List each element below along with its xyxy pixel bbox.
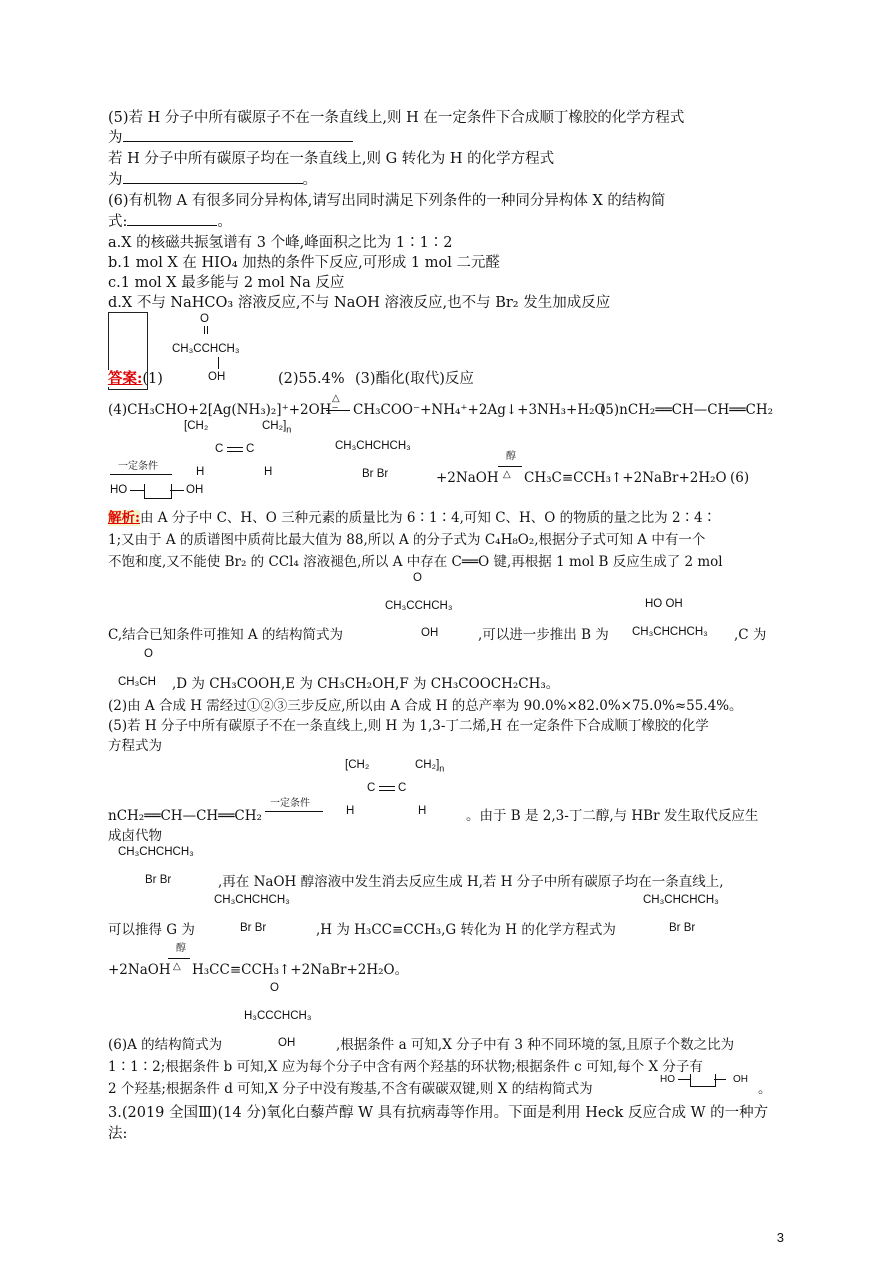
exp-line14-end: 。 [758,1081,772,1097]
ans-6: (6) [730,470,750,486]
bond [218,357,220,369]
poly-c-right: C [246,443,255,455]
poly-ch2-left: [CH₂ [184,420,209,432]
exp-line12b: ,根据条件 a 可知,X 分子中有 3 种不同环境的氢,且原子个数之比为 [336,1037,735,1053]
ring-square [690,1074,716,1087]
page-number: 3 [776,1230,784,1245]
exp-line7b: 方程式为 [108,738,162,754]
condition-b: b.1 mol X 在 HIO₄ 加热的条件下反应,可形成 1 mol 二元醛 [108,255,500,271]
q6-end: 。 [217,214,232,230]
exp-line4c: ,C 为 [734,627,767,643]
q3-line2: 法: [108,1126,128,1142]
exp-poly-ch2-r: $CH_2]_n$ [415,759,445,774]
exp-b-hooh: HO OH [645,598,683,610]
double-bond [379,790,395,791]
exp-line1 [108,508,716,528]
poly-h-left: H [196,466,205,478]
poly-ch2-right: $CH_2]_n$ [262,420,292,435]
delta-label2: △ [503,469,511,480]
ring-oh: OH [186,484,204,496]
exp-line3: 不饱和度,又不能使 Br₂ 的 CCl₄ 溶液褪色,所以 A 中存在 C══O 键,再根据 1 mol B 反应生成了 2 mol [108,554,723,570]
exp-line5: ,D 为 CH₃COOH,E 为 CH₃CH₂OH,F 为 CH₃COOCH₂CH₃。 [172,676,560,692]
exp-g-br: Br Br [240,922,267,934]
answer-blank [123,128,353,142]
exp-line8a: nCH₂══CH—CH══CH₂ [108,808,262,824]
ring-square [144,484,172,499]
dibromide-main: CH₃CHCHCH₃ [335,440,411,452]
exp-b-main: CH₃CHCHCH₃ [632,626,708,638]
q5-line4 [108,170,317,190]
exp-line7: (5)若 H 分子中所有碳原子不在一条直线上,则 H 为 1,3-丁二烯,H 在一定条件下合成顺丁橡胶的化学 [108,718,709,734]
exp-dibromide-br: Br Br [145,874,172,886]
ans-5-naoh: +2NaOH [436,470,499,486]
exp-poly-h2: H [418,805,427,817]
exp-g2-main: CH₃CHCHCH₃ [643,894,719,906]
ans-4-right: CH₃COO⁻+NH₄⁺+2Ag↓+3NH₃+H₂O [353,402,606,418]
exp-poly-h1: H [346,805,355,817]
dibromide-br: Br Br [362,468,389,480]
exp-line10a: 可以推得 G 为 [108,922,195,938]
exp-dibromide-main: CH₃CHCHCH₃ [118,846,194,858]
exp-poly-ch2-l: [CH₂ [345,759,370,771]
ch2-l: CH₂ [187,420,209,432]
answer-blank [127,212,217,226]
delta-label: △ [332,393,340,404]
exp-line4a: C,结合已知条件可推知 A 的结构简式为 [108,627,343,643]
exp-line13: 1∶1∶2;根据条件 b 可知,X 应为每个分子中含有两个羟基的环状物;根据条件 c 可知,每个 X 分子有 [108,1059,703,1075]
exp-poly-c1: C [367,782,376,794]
exp-c-main: CH₃CH [118,676,156,688]
exp-alc-label: 醇 [176,943,186,954]
q6-line1: (6)有机物 A 有很多同分异构体,请写出同时满足下列条件的一种同分异构体 X 的结构简 [108,193,666,209]
exp-line10b: ,H 为 H₃CC≡CCH₃,G 转化为 H 的化学方程式为 [316,922,616,938]
ans-4-left: (4)CH₃CHO+2[Ag(NH₃)₂]⁺+2OH⁻ [108,402,339,418]
exp-a-o: O [413,572,422,584]
ch2-r: CH₂ [262,420,284,432]
exp-line12a: (6)A 的结构简式为 [108,1037,223,1053]
reaction-arrow [168,958,190,959]
exp-g-main: CH₃CHCHCH₃ [214,894,290,906]
exp-line11: +2NaOH [108,962,171,978]
cond-label: 一定条件 [118,461,158,472]
exp-line11b: H₃CC≡CCH₃↑+2NaBr+2H₂O。 [192,962,409,978]
q3-line1: 3.(2019 全国Ⅲ)(14 分)氧化白藜芦醇 W 具有抗病毒等作用。下面是利用 Heck 反应合成 W 的一种方 [108,1105,769,1121]
exp-c-o: O [144,648,153,660]
condition-d: d.X 不与 NaHCO₃ 溶液反应,不与 NaOH 溶液反应,也不与 Br₂ 发生加成反应 [108,295,611,311]
exp-a2-oh: OH [278,1037,296,1049]
structure-a-main: CH₃CCHCH₃ [172,343,240,355]
ans-3: (3)酯化(取代)反应 [355,371,474,387]
exp-1: 由 A 分子中 C、H、O 三种元素的质量比为 6∶1∶4,可知 C、H、O 的物质的量之比为 2∶4∶ [139,510,717,526]
ring-ho: HO [110,484,128,496]
bond [207,326,209,334]
bond [678,1079,690,1080]
ans-4 [108,400,339,420]
answer-tag: 答案: [108,370,143,387]
bond [714,1079,726,1080]
explanation-tag: 解析: [108,510,140,526]
reaction-arrow [326,410,350,411]
q6-line2 [108,212,232,232]
exp-a2-o: O [270,982,279,994]
exp-line8b: 。由于 B 是 2,3-丁二醇,与 HBr 发生取代反应生 [466,808,759,824]
exp-cond-label: 一定条件 [270,798,310,809]
ans-5: (5)nCH₂══CH—CH══CH₂ [600,402,774,418]
reaction-arrow [265,811,323,812]
reaction-arrow [110,474,172,475]
exp-line2: 1;又由于 A 的质谱图中质荷比最大值为 88,所以 A 的分子式为 C₄H₈O₂,根据分子式可知 A 中有一个 [108,532,706,548]
bond [170,490,184,491]
exp-ring-ho: HO [660,1074,675,1085]
answer-blank [123,170,303,184]
exp-line8c: 成卤代物 [108,828,162,844]
q5-line2 [108,128,353,148]
exp-poly-c2: C [398,782,407,794]
q5-wei2: 为 [108,172,123,188]
exp-a-oh: OH [421,627,439,639]
exp-g2-br: Br Br [669,922,696,934]
exp-line14: 2 个羟基;根据条件 d 可知,X 分子中没有羧基,不含有碳碳双键,则 X 的结构简式为 [108,1081,593,1097]
q6-shi: 式: [108,214,128,230]
exp-line4b: ,可以进一步推出 B 为 [478,627,609,643]
q5-line3: 若 H 分子中所有碳原子均在一条直线上,则 G 转化为 H 的化学方程式 [108,151,555,167]
q5-wei: 为 [108,130,123,146]
ans-5-product: CH₃C≡CCH₃↑+2NaBr+2H₂O [524,470,727,486]
double-bond [379,786,395,787]
poly-h-right: H [264,466,273,478]
ans-1: (1) [142,371,163,387]
exp-ring-oh: OH [733,1074,748,1085]
exp-a-main: CH₃CCHCH₃ [385,600,453,612]
ch2-l2: CH₂ [348,759,370,771]
bond [130,490,144,491]
condition-c: c.1 mol X 最多能与 2 mol Na 反应 [108,275,345,291]
q5-end: 。 [302,172,317,188]
alc-label: 醇 [506,451,516,462]
poly-c-left: C [215,443,224,455]
double-bond [227,451,243,452]
ans-2: (2)55.4% [278,371,345,387]
q5-line1: (5)若 H 分子中所有碳原子不在一条直线上,则 H 在一定条件下合成顺丁橡胶的化学方程式 [108,110,685,126]
exp-line9: ,再在 NaOH 醇溶液中发生消去反应生成 H,若 H 分子中所有碳原子均在一条直线上, [218,874,724,890]
condition-a: a.X 的核磁共振氢谱有 3 个峰,峰面积之比为 1∶1∶2 [108,235,453,251]
exp-a2-main: H₃CCCHCH₃ [244,1010,312,1022]
ch2-r2: CH₂ [415,759,437,771]
answer-line1 [108,369,163,389]
exp-line6: (2)由 A 合成 H 需经过①②③三步反应,所以由 A 合成 H 的总产率为 90.0%×82.0%×75.0%≈55.4%。 [108,698,743,714]
double-bond [227,447,243,448]
exp-delta: △ [173,961,181,972]
bond [204,326,206,334]
structure-a-oh: OH [208,371,226,383]
ketone-o-label: O [200,313,209,325]
reaction-arrow [498,466,522,467]
